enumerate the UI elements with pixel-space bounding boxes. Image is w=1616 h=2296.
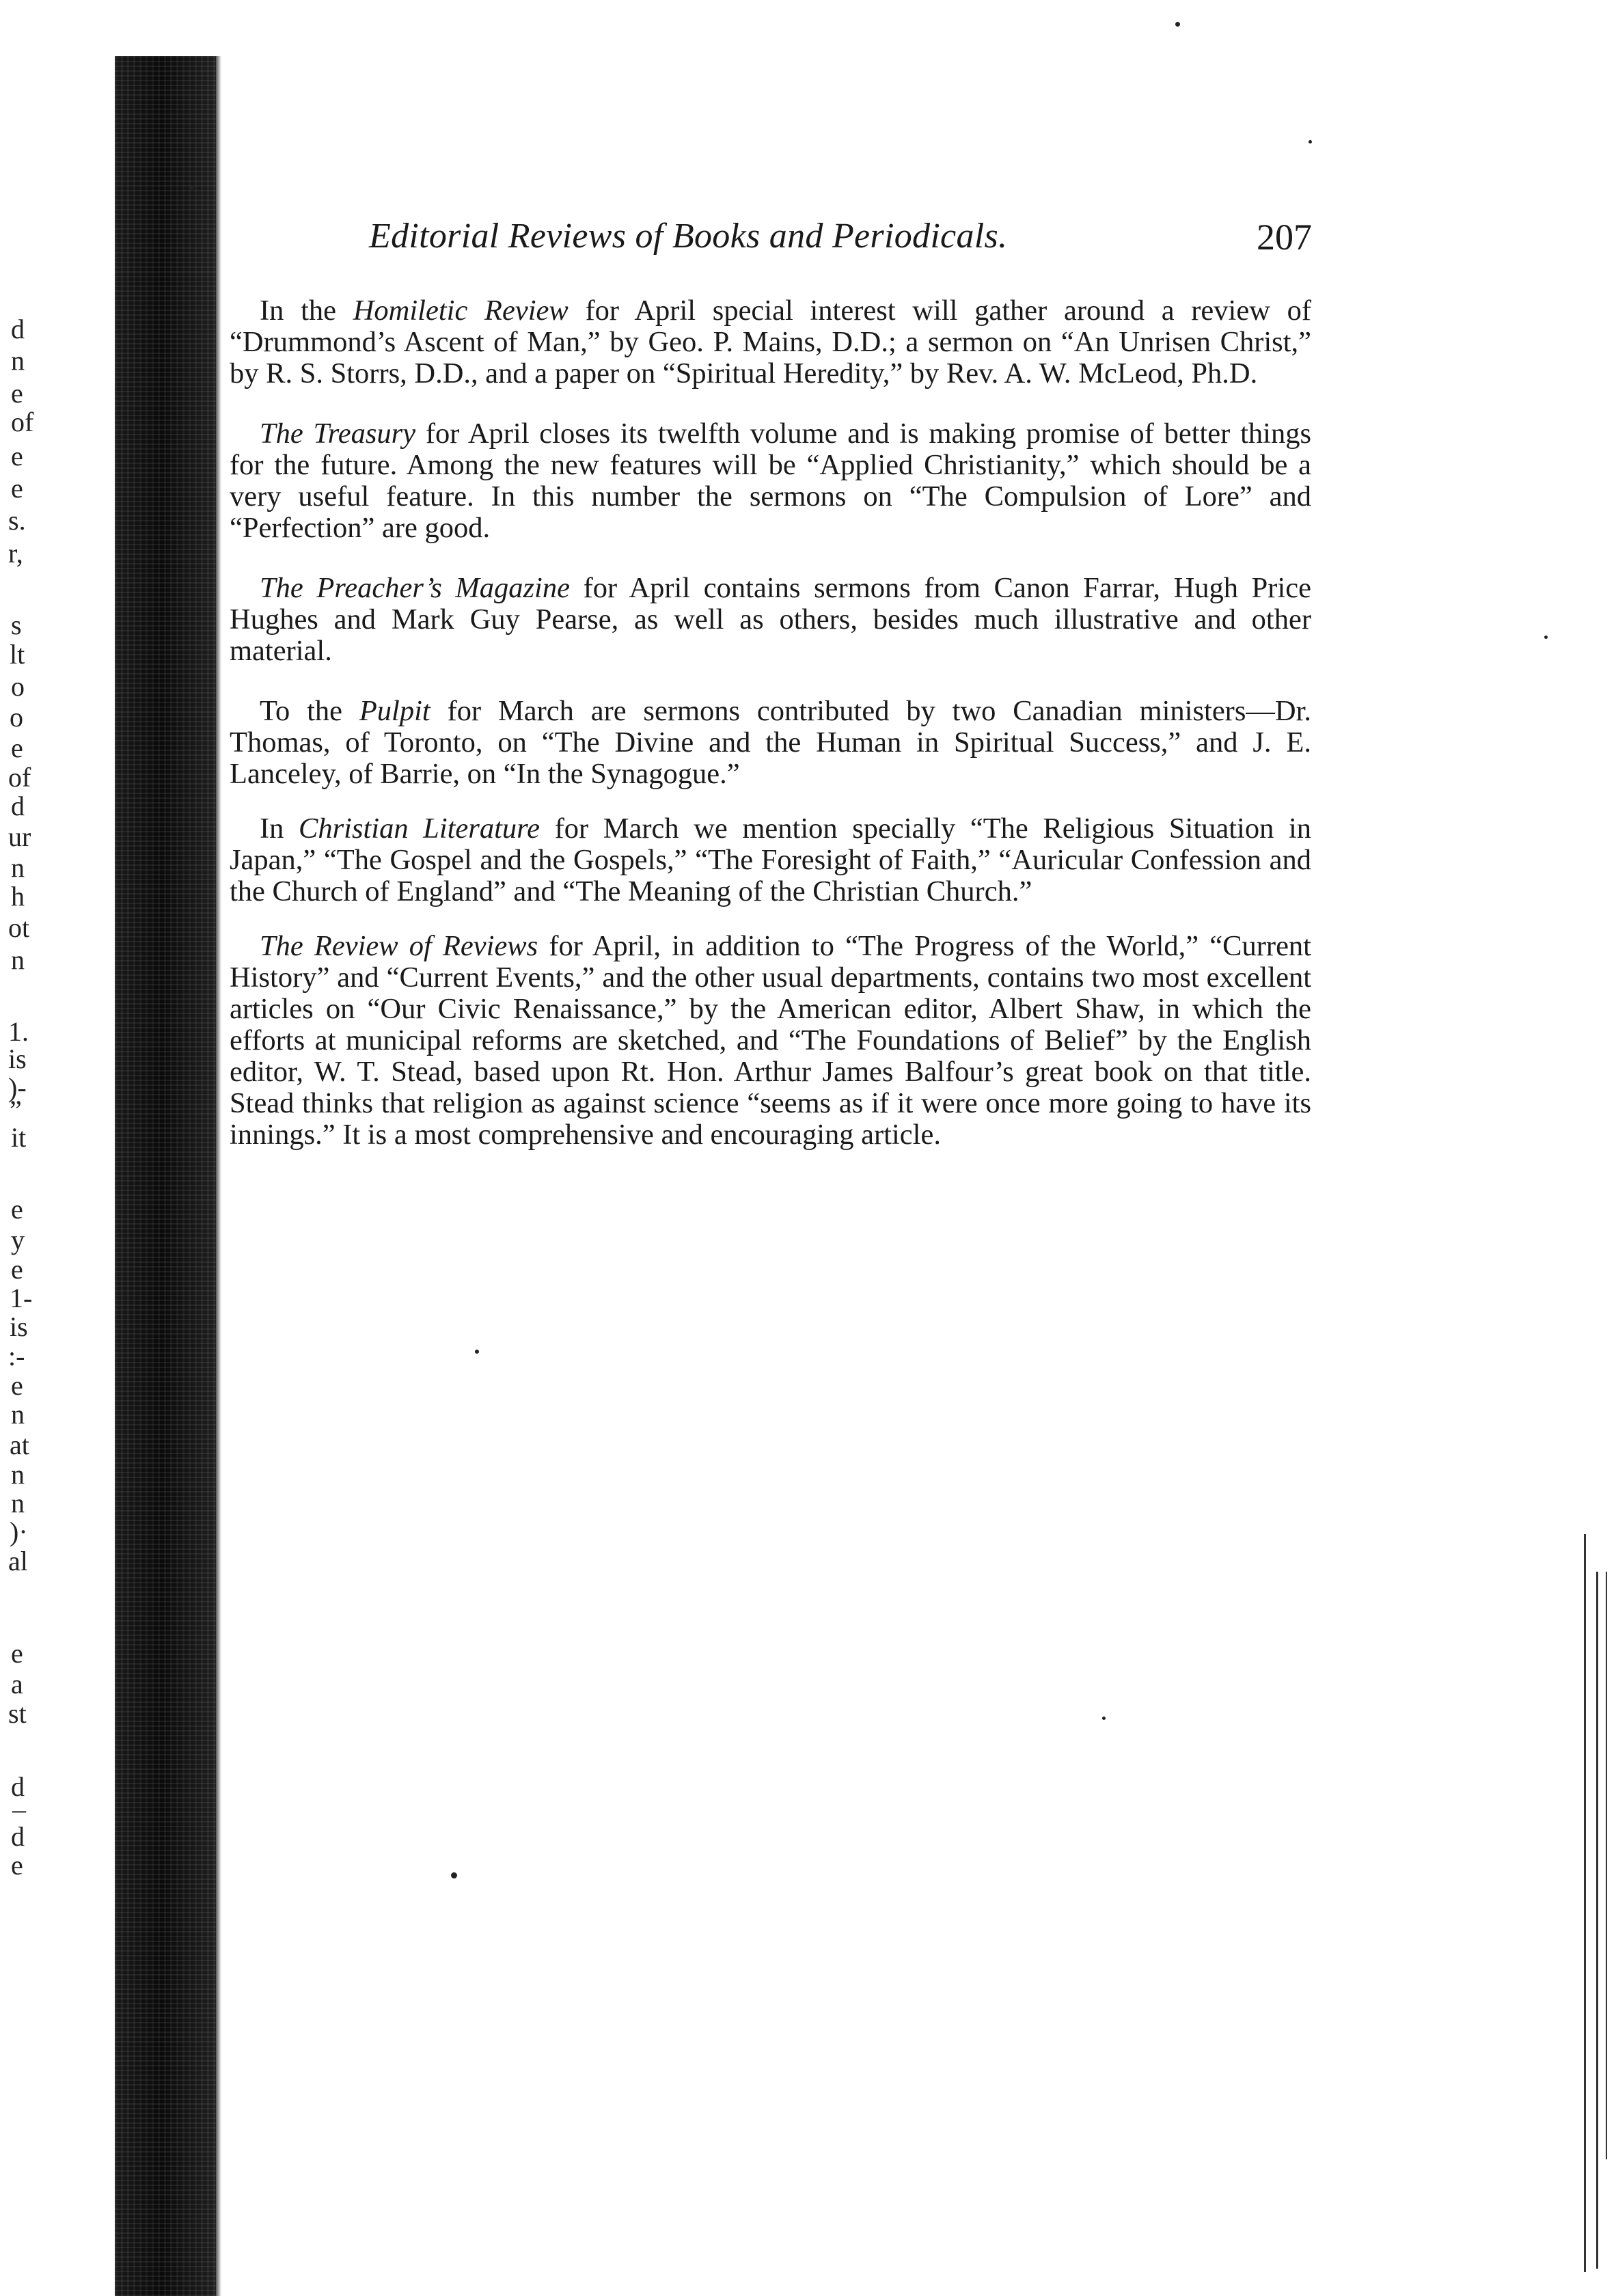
margin-fragment: is — [10, 1311, 28, 1342]
paragraph-text: for March we mention specially “The Religious Situation in Japan,” “The Gospel and the Gospels,” “The Foresight of Faith,” “Auricular Confession and the Church of England” and “The Meaning of the Christian Church.” — [230, 812, 1312, 907]
margin-fragment: n — [11, 852, 25, 883]
paragraph-text: for April special interest will gather around a review of “Drummond’s Ascent of Man,” by Geo. P. Mains, D.D.; a sermon on “An Unrisen Christ,” by R. S. Storrs, D.D., and a paper on “Spiritual Heredity,” by Rev. A. W. McLeod, Ph.D. — [230, 295, 1311, 390]
article-paragraph — [230, 295, 1311, 390]
margin-fragment: s — [11, 610, 22, 640]
gutter-edge — [216, 56, 221, 2296]
margin-fragment: is — [8, 1043, 27, 1074]
periodical-title: Christian Literature — [299, 812, 540, 845]
margin-fragment: o — [10, 702, 23, 733]
periodical-title: Homiletic Review — [353, 295, 569, 327]
margin-fragment: h — [11, 881, 25, 912]
margin-fragment: e — [11, 378, 23, 409]
margin-fragment: n — [11, 1459, 25, 1490]
margin-fragment: e — [11, 1638, 23, 1669]
margin-fragment: of — [11, 407, 34, 437]
scan-speck — [190, 186, 193, 189]
paragraph-text: To the — [260, 695, 359, 727]
scan-speck — [1175, 22, 1180, 27]
margin-fragment: d — [11, 1771, 25, 1802]
scan-speck — [451, 1872, 457, 1878]
margin-fragment: n — [11, 944, 25, 975]
margin-fragment: d — [11, 791, 25, 821]
margin-fragment: n — [11, 1399, 25, 1430]
scan-speck — [1544, 636, 1548, 639]
article-paragraph — [230, 931, 1311, 1151]
paragraph-text: for March are sermons contributed by two Canadian ministers—Dr. Thomas, of Toronto, on “The Divine and the Human in Spiritual Success,” and J. E. Lanceley, of Barrie, on “In the Synagogue.” — [230, 695, 1311, 790]
margin-fragment: r, — [8, 538, 23, 569]
margin-fragment: e — [11, 1850, 23, 1881]
margin-fragment: ur — [8, 821, 31, 852]
margin-fragment: y — [11, 1225, 25, 1255]
scan-speck — [1309, 140, 1312, 144]
margin-fragment: 1- — [10, 1283, 33, 1313]
margin-fragment: at — [10, 1430, 29, 1460]
periodical-title: The Preacher’s Magazine — [260, 572, 570, 604]
periodical-title: Pulpit — [359, 695, 430, 727]
margin-fragment: e — [11, 733, 23, 763]
running-title: Editorial Reviews of Books and Periodicals. — [369, 217, 1008, 256]
edge-rule — [1596, 1572, 1598, 2269]
margin-fragment: n — [11, 1488, 25, 1518]
margin-fragment: ” — [10, 1095, 22, 1125]
article-paragraph — [230, 573, 1311, 667]
margin-fragment: s. — [8, 505, 26, 536]
margin-fragment: :- — [8, 1341, 25, 1371]
margin-fragment: it — [11, 1122, 27, 1153]
margin-fragment: – — [12, 1794, 26, 1824]
margin-fragment: 1. — [8, 1016, 29, 1047]
page-number: 207 — [1257, 217, 1312, 258]
margin-fragment: e — [11, 1370, 23, 1401]
periodical-title: The Review of Reviews — [260, 930, 538, 962]
article-paragraph — [230, 696, 1311, 790]
margin-fragment: )- — [8, 1072, 27, 1103]
margin-fragment: e — [11, 441, 23, 472]
margin-fragment: e — [11, 473, 23, 504]
article-paragraph — [230, 418, 1311, 544]
margin-fragment: al — [8, 1546, 28, 1576]
paragraph-text: In the — [260, 295, 353, 327]
margin-fragment: n — [11, 345, 25, 376]
margin-fragment: )· — [10, 1516, 28, 1547]
margin-fragment: of — [8, 762, 31, 793]
article-body — [230, 295, 1311, 1179]
previous-page-fragments — [0, 0, 115, 2296]
page-gutter-shadow — [115, 56, 216, 2296]
article-paragraph — [230, 813, 1311, 907]
scan-speck — [475, 1350, 479, 1354]
edge-rule — [1584, 1534, 1586, 2272]
page-header — [369, 216, 1312, 264]
edge-rule — [1606, 1572, 1607, 2159]
margin-fragment: e — [11, 1194, 23, 1225]
margin-fragment: ot — [8, 912, 30, 943]
paragraph-text: for April, in addition to “The Progress of the World,” “Current History” and “Current Events,” and the other usual departments, contains two most excellent articles on “Our Civic Renaissance,” by the American editor, Albert Shaw, in which the efforts at municipal reforms are sketched, and “The Foundations of Belief” by the English editor, W. T. Stead, based upon Rt. Hon. Arthur James Balfour’s great book on that title. Stead thinks that religion as against science “seems as if it were once more going to have its innings.” It is a most comprehensive and encouraging article. — [230, 930, 1311, 1151]
margin-fragment: st — [8, 1698, 27, 1729]
margin-fragment: e — [11, 1254, 23, 1285]
scan-speck — [1102, 1717, 1106, 1720]
margin-fragment: o — [11, 671, 25, 702]
margin-fragment: lt — [10, 639, 25, 670]
margin-fragment: d — [11, 314, 25, 344]
margin-fragment: a — [11, 1669, 23, 1699]
paragraph-text: In — [260, 812, 299, 845]
periodical-title: The Treasury — [260, 418, 416, 450]
paragraph-text: for April contains sermons from Canon Farrar, Hugh Price Hughes and Mark Guy Pearse, as well as others, besides much illustrative and other material. — [230, 572, 1311, 667]
margin-fragment: d — [11, 1821, 25, 1852]
paragraph-text: for April closes its twelfth volume and is making promise of better things for the future. Among the new features will be “Applied Christianity,” which should be a very useful feature. In this number the sermons on “The Compulsion of Lore” and “Perfection” are good. — [230, 418, 1311, 544]
